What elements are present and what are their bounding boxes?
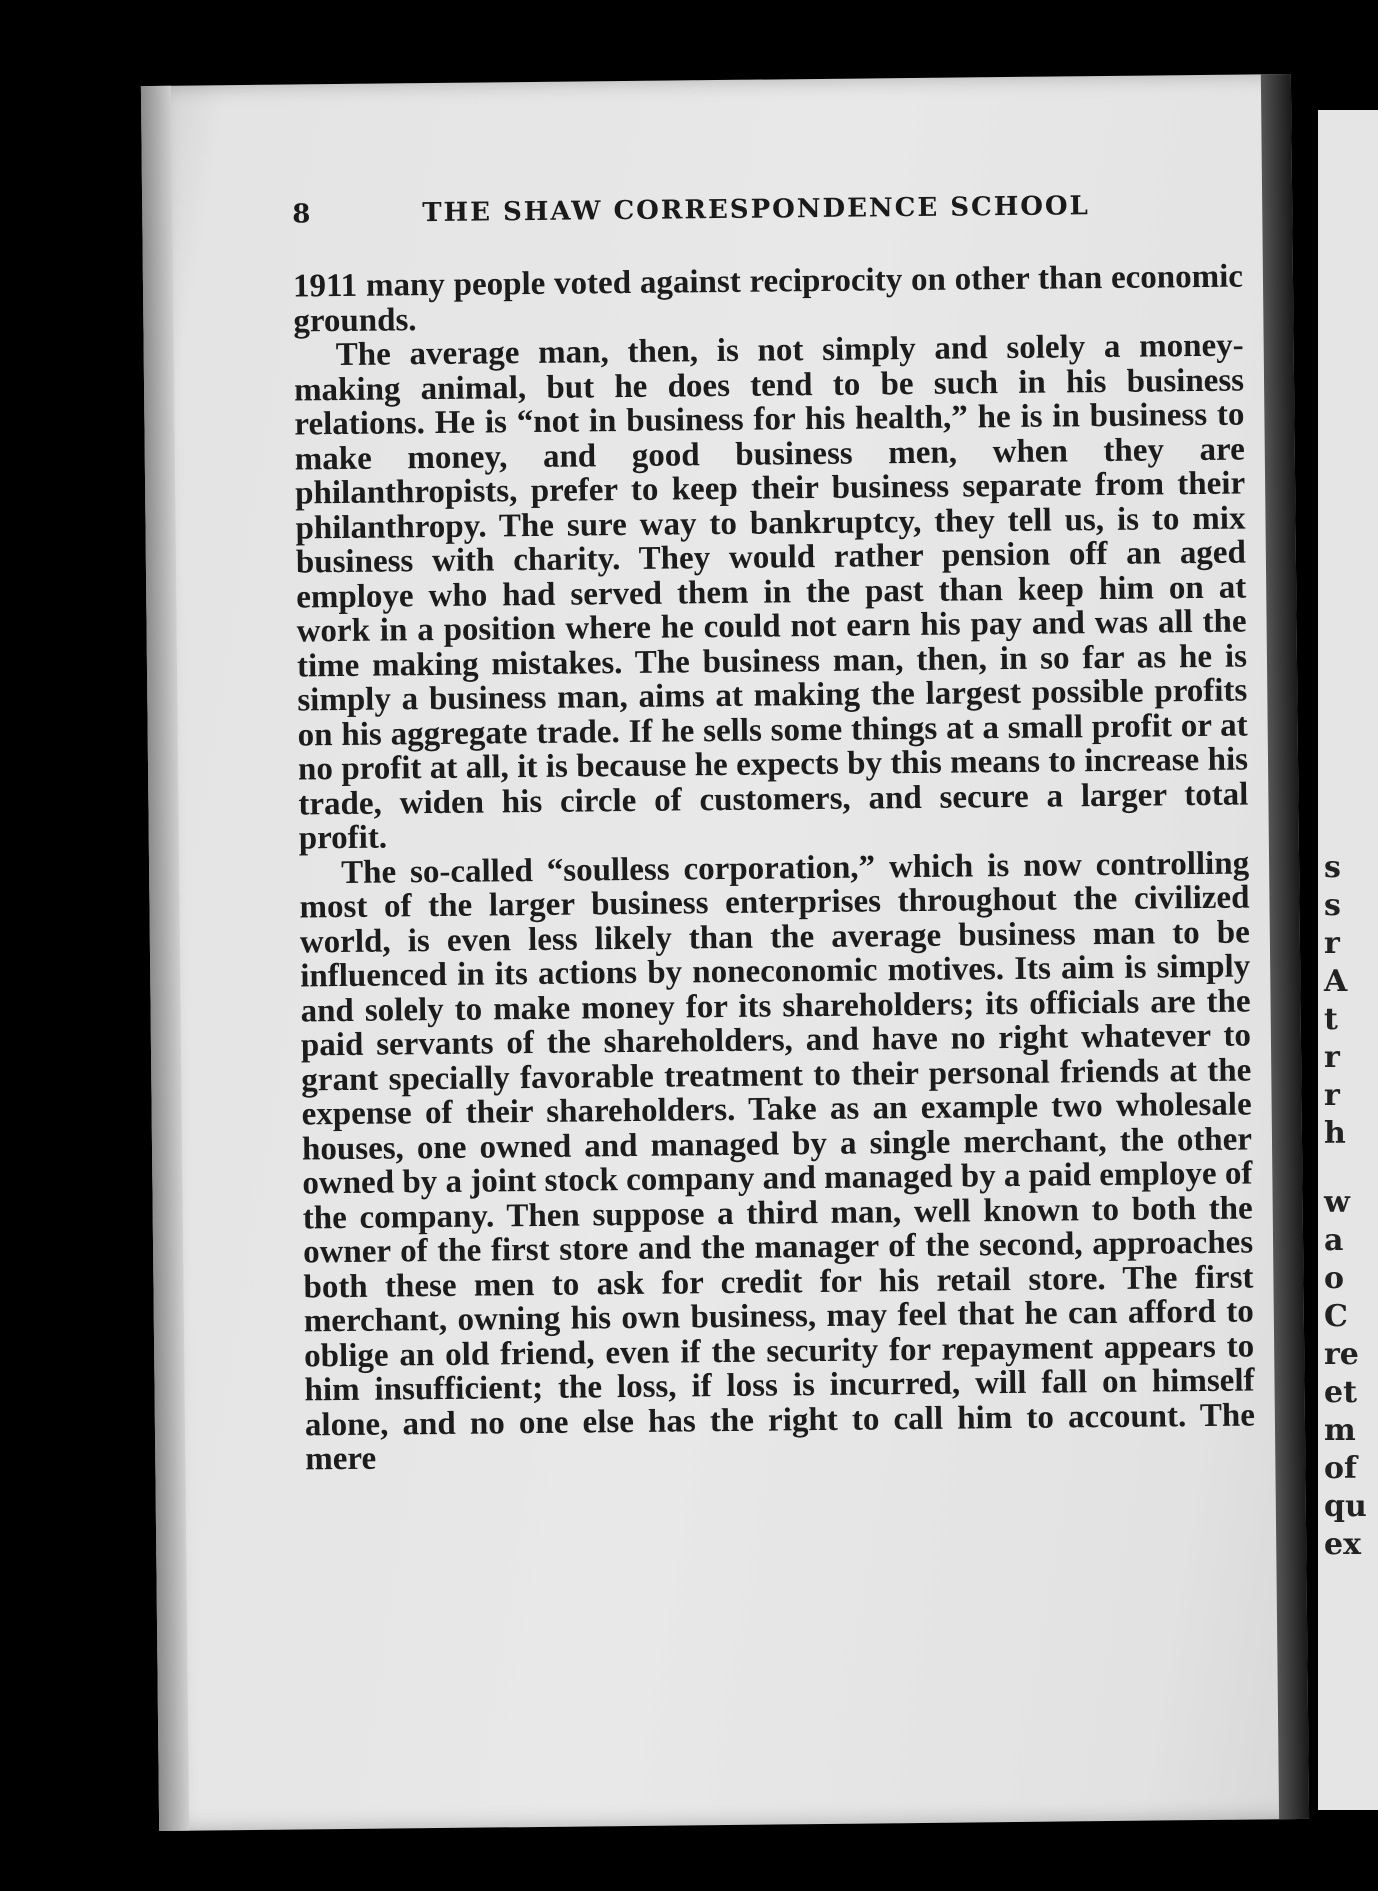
page-fragment: ex	[1324, 1527, 1361, 1562]
paragraph: The average man, then, is not simply and solely a money-making animal, but he does tend to be such in his business relations. He is “not in business for his health,” he is in business to make money, and good business men, when they are philanthropists, prefer to keep their business separate from their philanthropy. The sure way to bankruptcy, they tell us, is to mix business with charity. They would rather pension off an aged employe who had served them in the past than keep him on at work in a position where he could not earn his pay and was all the time making mistakes. The business man, then, in so far as he is simply a business man, aims at making the largest possible profits on his aggregate trade. If he sells some things at a small profit or at no profit at all, it is because he expects by this means to increase his trade, widen his circle of customers, and secure a larger total profit.	[293, 327, 1249, 857]
book-gutter	[1261, 74, 1309, 1819]
page-fragment: t	[1324, 1002, 1338, 1037]
page-fragment: C	[1324, 1299, 1348, 1334]
page-fragment: w	[1324, 1185, 1350, 1220]
page-fragment: A	[1324, 964, 1348, 999]
page-fragment: r	[1324, 1078, 1340, 1113]
page-fragment: h	[1324, 1116, 1346, 1151]
page-fragment: of	[1324, 1451, 1357, 1486]
page-edge	[141, 86, 189, 1831]
page-number: 8	[292, 199, 313, 230]
page-fragment: a	[1324, 1223, 1344, 1258]
page-fragment: et	[1324, 1375, 1357, 1410]
adjacent-page-edge	[1318, 110, 1378, 1810]
running-header: THE SHAW CORRESPONDENCE SCHOOL	[422, 191, 1091, 229]
page-header	[292, 190, 1242, 230]
book-page	[141, 74, 1309, 1831]
page-fragment: qu	[1324, 1489, 1367, 1524]
page-fragment: s	[1324, 850, 1341, 885]
page-fragment: re	[1324, 1337, 1359, 1372]
paragraph: 1911 many people voted against reciprocity on other than economic grounds.	[292, 258, 1244, 339]
page-fragment: r	[1324, 926, 1340, 961]
page-fragment: s	[1324, 888, 1341, 923]
body-text	[293, 260, 1256, 1477]
page-fragment: m	[1324, 1413, 1356, 1448]
page-fragment: o	[1324, 1261, 1345, 1296]
paragraph: The so-called “soulless corporation,” which is now controlling most of the larger business enterprises throughout the civilized world, is even less likely than the average business man to be influenced in its actions by noneconomic motives. Its aim is simply and solely to make money for its shareholders; its officials are the paid servants of the shareholders, and have no right whatever to grant specially favorable treatment to their personal friends at the expense of their shareholders. Take as an example two wholesale houses, one owned and managed by a single merchant, the other owned by a joint stock company and managed by a paid employe of the company. Then suppose a third man, well known to both the owner of the first store and the manager of the second, approaches both these men to ask for credit for his retail store. The first merchant, owning his own business, may feel that he can afford to oblige an old friend, even if the security for repayment appears to him insufficient; the loss, if loss is incurred, will fall on himself alone, and no one else has the right to call him to account. The mere	[299, 845, 1256, 1478]
page-fragment: r	[1324, 1040, 1340, 1075]
